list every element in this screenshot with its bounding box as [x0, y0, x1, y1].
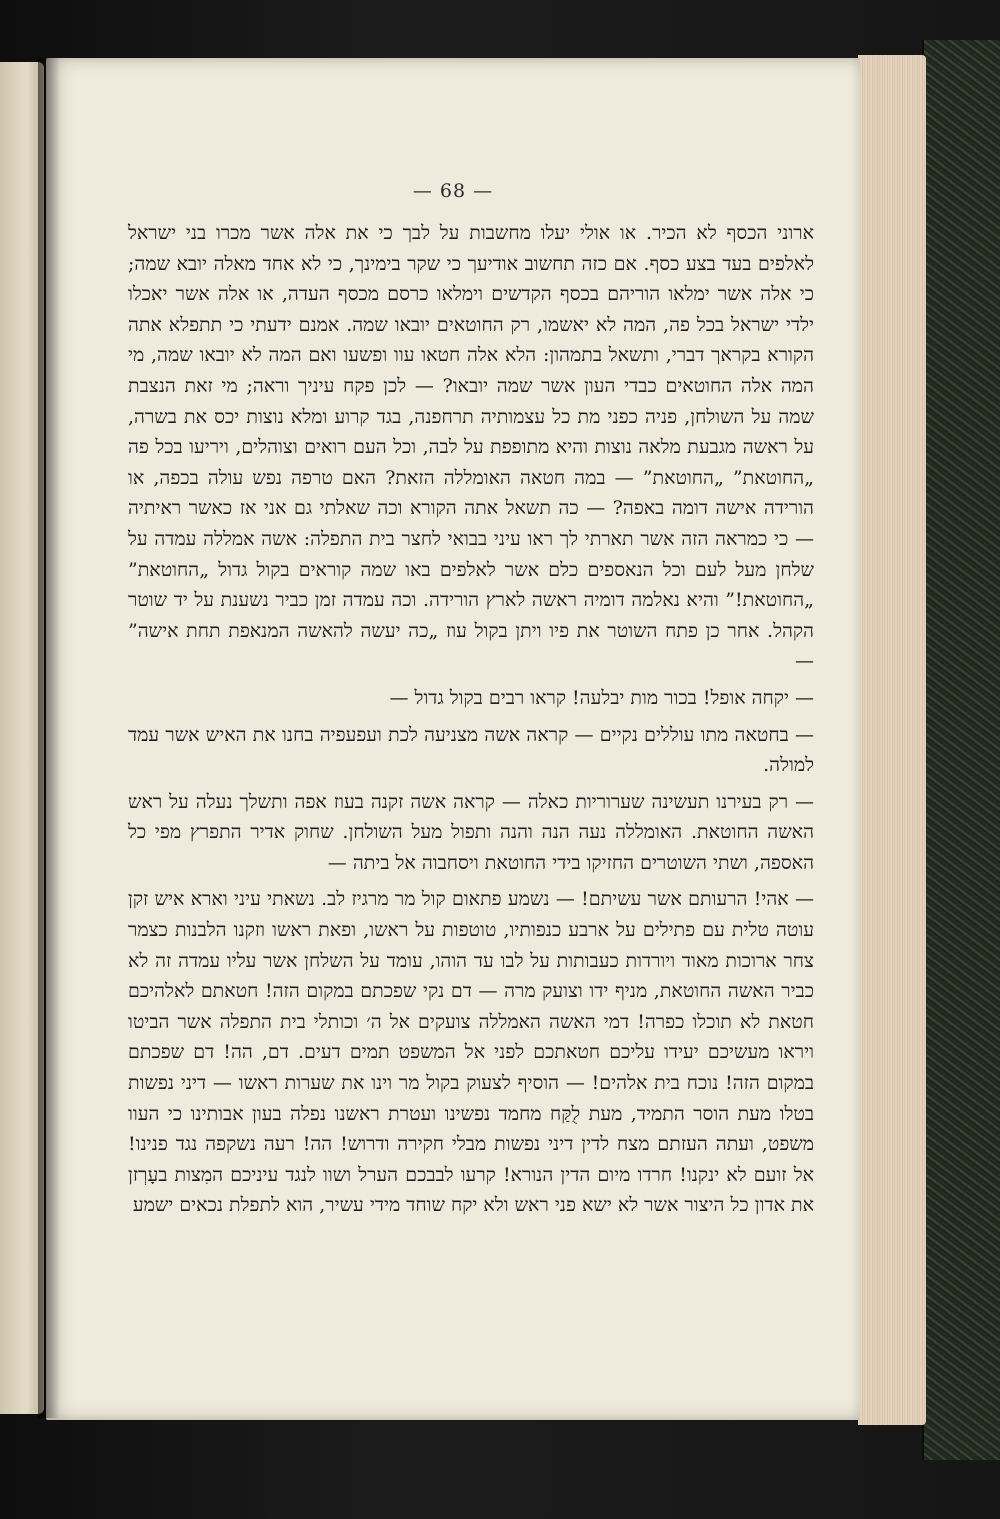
book-cover-edge: [922, 40, 1000, 1460]
paragraph-3: — בחטאה מתו עוללים נקיים — קראה אשה מצניעה לכת ועפעפיה בחנו את האיש אשר עמד למולה.: [128, 723, 814, 777]
page-text-block: [128, 218, 814, 1227]
page-stack-edge: [858, 55, 926, 1425]
paragraph-5: — אהי! הרעותם אשר עשיתם! — נשמע פתאום קול מר מרגיז לב. נשאתי עיני וארא איש זקן עוטה טלית עם פתילים על ארבע כנפותיו, טוטפות על ראשו, ופאת ראשו וזקנו הלבנות כצמר צחר ארוכות מאוד ויורדות כעבותות על לבו עד הוהו, עומד על השלחן אשר עליו עמדה זה לא כביר האשה החוטאת, מניף ידו וצועק מרה — דם נקי שפכתם במקום הזה! חטאתם לאלהיכם חטאת לא תוכלו כפרה! דמי האשה האמללה צועקים אל ה׳ וכותלי בית התפלה אשר הביטו ויראו מעשיכם יעידו עליכם חטאתכם לפני אל המשפט תמים דעים. דם, הה! דם שפכתם במקום הזה! נוכח בית אלהים! — הוסיף לצעוק בקול מר וינו את שערות ראשו — דיני נפשות בטלו מעת הוסר התמיד, מעת לֻקַּח מחמד נפשינו ועטרת ראשנו נפלה בעון אבותינו כי העוו משפט, ועתה העזתם מצח לדין דיני נפשות מבלי חקירה ודרוש! הה! רעה נשקפה נגד פנינו! אל זועם לא ינקנו! חרדו מיום הדין הנורא! קרעו לבבכם הערל ושוו לנגד עיניכם המִצות בעָרְזן את אדון כל היצור אשר לא ישא פני ראש ולא יקח שוחד מידי עשיר, הוא לתפלת נכאים ישמע: [128, 888, 814, 1217]
paragraph-2: — יקחה אופל! בכור מות יבלעה! קראו רבים בקול גדול —: [389, 686, 814, 709]
paragraph-4: — רק בעירנו תעשינה שערוריות כאלה — קראה אשה זקנה בעוז אפה ותשלך נעלה על ראש האשה החוטאת. האומללה נעה הנה והנה ותפול מעל השולחן. שחוק אדיר התפרץ מפי כל האספה, ושתי השוטרים החזיקו בידי החוטאת ויסחבוה אל ביתה —: [128, 790, 814, 874]
page-number: — 68 —: [412, 180, 494, 202]
paragraph-1: ארוני הכסף לא הכיר. או אולי יעלו מחשבות על לבך כי את אלה אשר מכרו בני ישראל לאלפים בעד בצע כסף. אם כזה תחשוב אודיעך כי שקר בימינך, כי לא אחד מאלה יובא שמה; כי אלה אשר ימלאו הוריהם בכסף הקדשים וימלאו כרסם מכסף העדה, או אלה אשר יאכלו ילדי ישראל בכל פה, המה לא יאשמו, רק החוטאים יובאו שמה. אמנם ידעתי כי תתפלא אתה הקורא בקראך דברי, ותשאל בתמהון: הלא אלה חטאו עוו ופשעו ואם המה לא יובאו שמה, מי המה אלה החוטאים כבדי העון אשר שמה יובאו? — לכן פקח עיניך וראה; מי זאת הנצבת שמה על השולחן, פניה כפני מת כל עצמותיה תרחפנה, בגד קרוע ומלא נוצות יכס את בשרה, על ראשה מגבעת מלאה נוצות והיא מתופפת על לבה, וכל העם רואים וצוהלים, ויריעו בכל פה „החוטאת” „החוטאת” — במה חטאה האומללה הזאת? האם טרפה נפש עולה בכפה, או הורידה אישה דומה באפה? — כה תשאל אתה הקורא וכה שאלתי גם אני אז כאשר ראיתיה — כי כמראה הזה אשר תארתי לך ראו עיני בבואי לחצר בית התפלה: אשה אמללה עמדה על שלחן מעל לעם וכל הנאספים כלם אשר לאלפים באו שמה קוראים בקול גדול „החוטאת” „החוטאת!” והיא נאלמה דומיה ראשה לארץ הורידה. וכה עמדה זמן כביר נשענת על יד שוטר הקהל. אחר כן פתח השוטר את פיו ויתן בקול עוז „כה יעשה להאשה המנאפת תחת אישה” —: [128, 222, 814, 673]
gutter-shadow: [38, 58, 60, 1418]
